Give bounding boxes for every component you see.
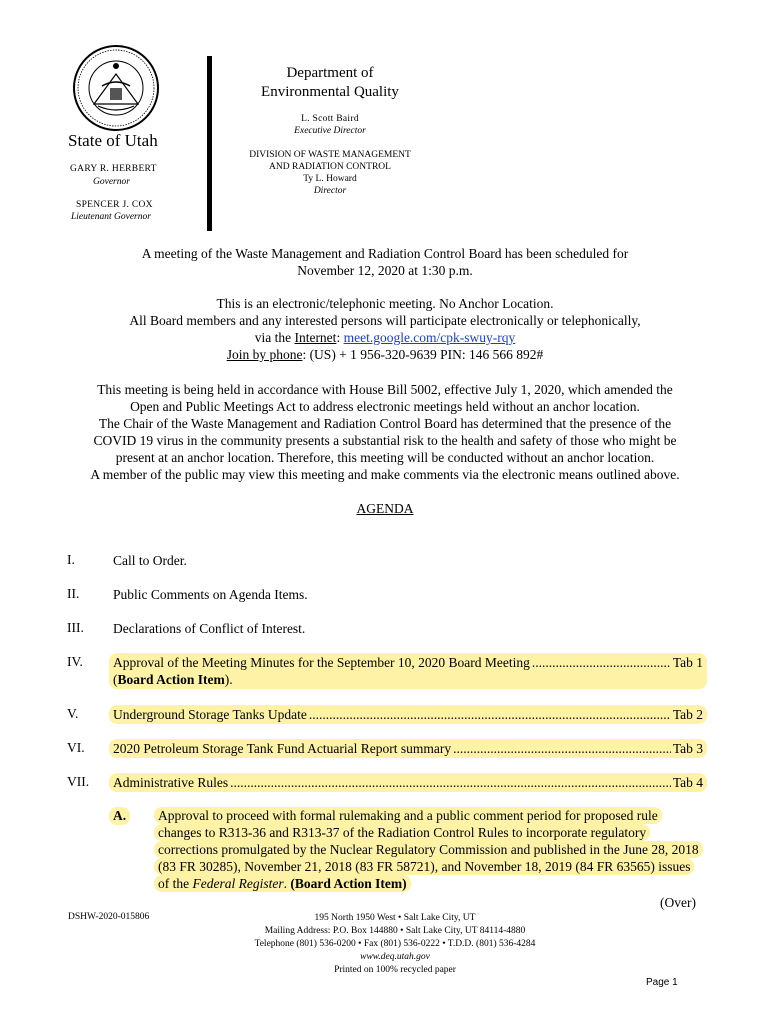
- agenda-item-number: V.: [67, 706, 79, 721]
- division-line1: DIVISION OF WASTE MANAGEMENT: [249, 150, 411, 160]
- via-line: via the Internet: meet.google.com/cpk-swuy-rqy: [254, 330, 516, 345]
- notice-line5: present at an anchor location. Therefore, this meeting will be conducted without an anchor location.: [115, 450, 655, 465]
- agenda-item-text: Underground Storage Tanks Update: [113, 707, 307, 722]
- tab-reference: Tab 3: [672, 741, 703, 756]
- phone-details: : (US) + 1 956-320-9639 PIN: 146 566 892#: [302, 347, 544, 362]
- website-link[interactable]: www.deq.utah.gov: [360, 952, 430, 962]
- tab-reference: Tab 4: [672, 775, 703, 790]
- recycled-note: Printed on 100% recycled paper: [334, 965, 456, 975]
- intro-line2: November 12, 2020 at 1:30 p.m.: [297, 263, 473, 278]
- department-line1: Department of: [286, 65, 374, 81]
- notice-line1: This meeting is being held in accordance with House Bill 5002, effective July 1, 2020, which amended the: [97, 382, 673, 397]
- leader-dots: [309, 706, 671, 723]
- tab-reference: Tab 2: [672, 707, 703, 722]
- state-seal-logo: [72, 44, 160, 132]
- notice-line6: A member of the public may view this meeting and make comments via the electronic means outlined above.: [90, 467, 680, 482]
- governor-title: Governor: [93, 177, 130, 187]
- agenda-item-number: III.: [67, 620, 84, 635]
- state-name: State of Utah: [68, 131, 158, 150]
- exec-director-title: Executive Director: [294, 126, 366, 136]
- letterhead-divider: [207, 56, 212, 231]
- exec-director-name: L. Scott Baird: [301, 114, 359, 124]
- division-director-name: Ty L. Howard: [303, 174, 357, 184]
- lt-governor-name: SPENCER J. COX: [76, 200, 153, 210]
- phone-line: [40, 346, 730, 363]
- agenda-item-text: Approval of the Meeting Minutes for the September 10, 2020 Board Meeting: [113, 655, 530, 670]
- page-number: Page 1: [646, 977, 678, 988]
- footer-address: [230, 912, 560, 977]
- mailing-address: Mailing Address: P.O. Box 144880 • Salt Lake City, UT 84114-4880: [264, 926, 526, 936]
- tab-reference: Tab 1: [672, 655, 703, 670]
- notice-line2: Open and Public Meetings Act to address electronic meetings held without an anchor location.: [130, 399, 640, 414]
- agenda-item-number: IV.: [67, 654, 83, 669]
- agenda-item-text: 2020 Petroleum Storage Tank Fund Actuarial Report summary: [113, 741, 452, 756]
- intro-line1: A meeting of the Waste Management and Radiation Control Board has been scheduled for: [141, 246, 629, 261]
- agenda-item-text: Public Comments on Agenda Items.: [113, 587, 308, 602]
- electronic-line1: This is an electronic/telephonic meeting. No Anchor Location.: [216, 296, 554, 311]
- agenda-item-admin-rules: [109, 773, 707, 792]
- department-line2: Environmental Quality: [261, 84, 399, 100]
- phone-label: Join by phone: [226, 347, 303, 362]
- agenda-item-number: VI.: [67, 740, 85, 755]
- division-director-title: Director: [313, 186, 347, 196]
- agenda-item-minutes: Approval of the Meeting Minutes for the September 10, 2020 Board Meeting ..... Tab 1 (Board Action Item).: [109, 653, 707, 689]
- agenda-item-number: I.: [67, 552, 75, 567]
- notice-line4: COVID 19 virus in the community presents a substantial risk to the health and safety of those who might be: [93, 433, 677, 448]
- phone-numbers: Telephone (801) 536-0200 • Fax (801) 536-0222 • T.D.D. (801) 536-4284: [254, 939, 536, 949]
- notice-line3: The Chair of the Waste Management and Radiation Control Board has determined that the presence of the: [98, 416, 672, 431]
- agenda-item-text: Call to Order.: [113, 553, 187, 568]
- leader-dots: [230, 774, 671, 791]
- sub-item-text: Approval to proceed with formal rulemaking and a public comment period for proposed rule changes to R313-36 and R313-37 of the Radiation Control Rules to incorporate regulatory corrections promulgated by the Nuclear Regulatory Commission and published in the June 28, 2018 (83 FR 30285), November 21, 2018 (83 FR 58721), and November 18, 2019 (84 FR 63565) issues of the Federal Register. (Board Action Item): [158, 807, 703, 892]
- governor-name: GARY R. HERBERT: [70, 164, 157, 174]
- leader-dots: [532, 654, 671, 671]
- document-id: DSHW-2020-015806: [68, 912, 150, 922]
- division-block: [230, 149, 430, 197]
- federal-register: Federal Register: [192, 876, 284, 891]
- division-line2: AND RADIATION CONTROL: [269, 162, 391, 172]
- agenda-item-ust: [109, 705, 707, 724]
- agenda-item-text: Declarations of Conflict of Interest.: [113, 621, 306, 636]
- agenda-heading: AGENDA: [356, 501, 414, 516]
- agenda-item-text: Administrative Rules: [113, 775, 229, 790]
- internet-label: Internet: [294, 330, 337, 345]
- leader-dots: [453, 740, 671, 757]
- street-address: 195 North 1950 West • Salt Lake City, UT: [314, 913, 476, 923]
- department-name: [240, 64, 420, 102]
- electronic-line2: All Board members and any interested persons will participate electronically or telephonically,: [129, 313, 641, 328]
- agenda-item-number: II.: [67, 586, 80, 601]
- agenda-item-pst-fund: [109, 739, 707, 758]
- meeting-intro: [40, 245, 730, 279]
- board-action-label: Board Action Item: [117, 672, 225, 687]
- board-action-label: (Board Action Item): [290, 876, 407, 891]
- over-label: (Over): [660, 895, 696, 910]
- lt-governor-title: Lieutenant Governor: [71, 212, 151, 222]
- agenda-item-number: VII.: [67, 774, 90, 789]
- electronic-meeting-info: [40, 295, 730, 363]
- meeting-notice: [40, 381, 730, 483]
- meet-link[interactable]: meet.google.com/cpk-swuy-rqy: [343, 330, 516, 345]
- sub-item-letter: A.: [109, 807, 130, 825]
